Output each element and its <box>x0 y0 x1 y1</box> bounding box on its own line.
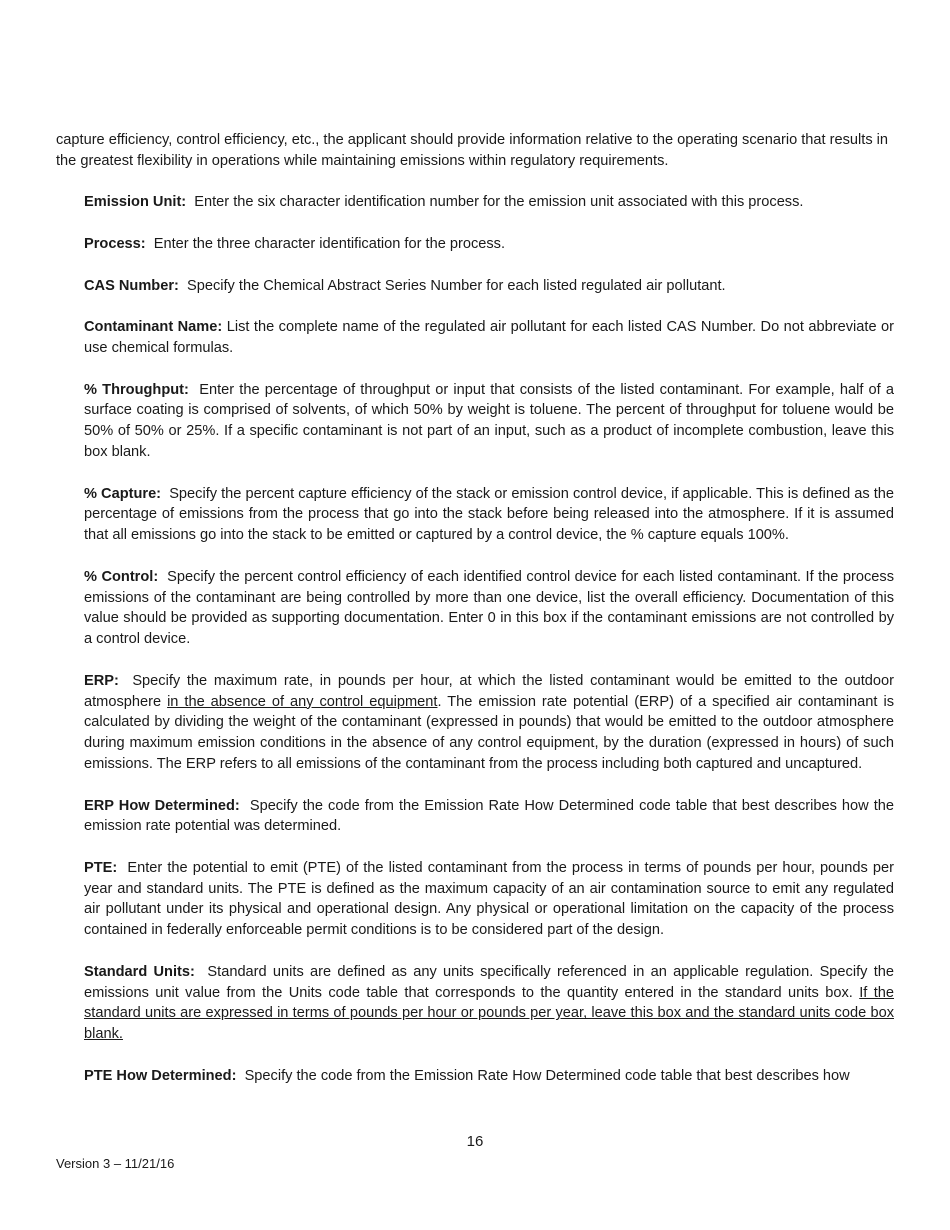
definition-text-continued: . The emission rate potential (ERP) of a specified air contaminant is calculated by dividing the weight of the contaminant (expressed in pounds) that would be emitted to the outdoor atmosphere during maximum emission conditions in the absence of any control equipment, by the duration (expressed in hours) of such emissions. The ERP refers to all emissions of the contaminant from the process including both captured and uncaptured. <box>84 693 894 772</box>
term-label: Contaminant Name: <box>84 319 223 336</box>
entry-erp-how-determined <box>84 796 894 838</box>
version-footer: Version 3 – 11/21/16 <box>56 1156 175 1171</box>
term-label: PTE: <box>84 859 118 876</box>
entry-process <box>84 234 894 255</box>
entry-contaminant-name <box>84 317 894 359</box>
definition-text: Specify the percent capture efficiency of the stack or emission control device, if applicable. This is defined as the percentage of emissions from the process that go into the stack before being released into the atmosphere. If it is assumed that all emissions go into the stack to be emitted or captured by a control device, the % capture equals 100%. <box>84 485 895 544</box>
underlined-text: in the absence of any control equipment <box>167 693 438 710</box>
term-label: CAS Number: <box>84 277 179 294</box>
entry-emission-unit <box>84 192 894 213</box>
body-text <box>56 130 894 1107</box>
definition-text: Specify the percent control efficiency of each identified control device for each listed contaminant. If the process emissions of the contaminant are being controlled by more than one device, list the overall efficiency. Documentation of this value should be provided as supporting documentation. Enter 0 in this box if the contaminant emissions are not controlled by a control device. <box>84 568 894 648</box>
entry-pte <box>84 858 894 941</box>
term-label: PTE How Determined: <box>84 1067 237 1084</box>
definition-text: Standard units are defined as any units specifically referenced in an applicable regulation. Specify the emissions unit value from the Units code table that corresponds to the quantity entered in the standard units box. <box>84 963 894 1001</box>
definition-text: Specify the Chemical Abstract Series Number for each listed regulated air pollutant. <box>186 277 726 294</box>
definition-text: Enter the potential to emit (PTE) of the listed contaminant from the process in terms of pounds per hour, pounds per year and standard units. The PTE is defined as the maximum capacity of an air contamination source to emit any regulated air pollutant under its physical and operational design. Any physical or operational limitation on the capacity of the process contained in federally enforceable permit conditions is to be considered part of the design. <box>84 859 894 939</box>
definition-text: List the complete name of the regulated air pollutant for each listed CAS Number. Do not abbreviate or use chemical formulas. <box>84 319 894 356</box>
entry-capture <box>84 484 894 546</box>
entry-throughput <box>84 380 894 463</box>
definition-text: Specify the code from the Emission Rate How Determined code table that best describes how the emission rate potential was determined. <box>84 797 894 835</box>
definition-text: Enter the percentage of throughput or input that consists of the listed contaminant. For example, half of a surface coating is comprised of solvents, of which 50% by weight is toluene. The percent of throughput for toluene would be 50% of 50% or 25%. If a specific contaminant is not part of an input, such as a product of incomplete combustion, leave this box blank. <box>84 381 895 460</box>
entry-control <box>84 567 894 650</box>
entry-pte-how-determined <box>84 1066 894 1087</box>
term-label: ERP: <box>84 672 119 689</box>
term-label: % Control: <box>84 568 159 585</box>
definition-text: Enter the six character identification number for the emission unit associated with this process. <box>194 194 804 211</box>
term-label: ERP How Determined: <box>84 797 240 814</box>
term-label: % Throughput: <box>84 381 189 398</box>
definition-text: Specify the maximum rate, in pounds per hour, at which the listed contaminant would be emitted to the outdoor atmosphere <box>84 672 895 710</box>
entry-erp <box>84 671 894 775</box>
term-label: Standard Units: <box>84 963 195 980</box>
term-label: Emission Unit: <box>84 194 187 211</box>
entry-cas-number <box>84 276 894 297</box>
term-label: Process: <box>84 235 146 252</box>
page-number: 16 <box>466 1133 484 1150</box>
term-label: % Capture: <box>84 485 162 502</box>
entry-standard-units <box>84 962 894 1045</box>
definition-text: Enter the three character identification for the process. <box>153 235 506 252</box>
intro-paragraph: capture efficiency, control efficiency, etc., the applicant should provide information relative to the operating scenario that results in the greatest flexibility in operations while maintaining emissions within regulatory requirements. <box>56 132 889 169</box>
underlined-text: If the standard units are expressed in terms of pounds per hour or pounds per year, leave this box and the standard units code box blank. <box>84 984 895 1043</box>
definition-text: Specify the code from the Emission Rate How Determined code table that best describes how <box>244 1067 850 1084</box>
